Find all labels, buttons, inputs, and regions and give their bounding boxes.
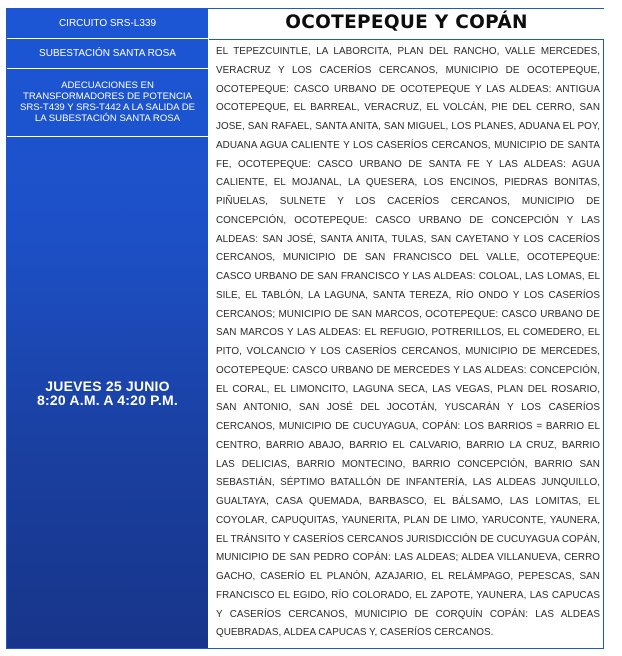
affected-areas-panel: [208, 9, 604, 648]
circuit-label: CIRCUITO SRS-L339: [7, 9, 208, 39]
region-title: OCOTEPEQUE Y COPÁN: [209, 9, 604, 40]
outage-details-panel: [7, 9, 208, 648]
schedule-block: [7, 137, 208, 648]
outage-notice-table: [6, 8, 604, 649]
schedule-time: 8:20 A.M. A 4:20 P.M.: [37, 391, 178, 408]
affected-areas-list: EL TEPEZCUINTLE, LA LABORCITA, PLAN DEL RANCHO, VALLE MERCEDES, VERACRUZ Y LOS CACERÍOS CERCANOS, MUNICIPIO DE OCOTEPEQUE, OCOTEPEQUE: CASCO URBANO DE OCOTEPEQUE Y LAS ALDEAS: ANTIGUA OCOTEPEQUE, EL BARREAL, VERACRUZ, EL VOLCÁN, PIE DEL CERRO, SAN JOSE, SAN RAFAEL, SANTA ANITA, SAN MIGUEL, LOS PLANES, ADUANA EL POY, ADUANA AGUA CALIENTE Y LOS CASERÍOS CERCANOS, MUNICIPIO DE SANTA FE, OCOTEPEQUE: CASCO URBANO DE SANTA FE Y LAS ALDEAS: AGUA CALIENTE, EL MOJANAL, LA QUESERA, LOS ENCINOS, PIEDRAS BONITAS, PIÑUELAS, SULNETE Y LOS CACERÍOS CERCANOS, MUNICIPIO DE CONCEPCIÓN, OCOTEPEQUE: CASCO URBANO DE CONCEPCIÓN Y LAS ALDEAS: SAN JOSÉ, SANTA ANITA, TULAS, SAN CAYETANO Y LOS CACERÍOS CERCANOS, MUNICIPIO DE SAN FRANCISCO DEL VALLE, OCOTEPEQUE: CASCO URBANO DE SAN FRANCISCO Y LAS ALDEAS: COLOAL, LAS LOMAS, EL SILE, EL TABLÓN, LA LAGUNA, SANTA TEREZA, RÍO ONDO Y LOS CASERÍOS CERCANOS; MUNICIPIO DE SAN MARCOS, OCOTEPEQUE: CASCO URBANO DE SAN MARCOS Y LAS ALDEAS: EL REFUGIO, POTRERILLOS, EL COMEDERO, EL PITO, VOLCANCIO Y LOS CASERÍOS CERCANOS, MUNICIPIO DE MERCEDES, OCOTEPEQUE: CASCO URBANO DE MERCEDES Y LAS ALDEAS: CONCEPCIÓN, EL CORAL, EL LIMONCITO, LAGUNA SECA, LAS VEGAS, PLAN DEL ROSARIO, SAN ANTONIO, SAN JOSÉ DEL JOCOTÁN, YUSCARÁN Y LOS CASERÍOS CERCANOS, MUNICIPIO DE CUCUYAGUA, COPÁN: LOS BARRIOS = BARRIO EL CENTRO, BARRIO ABAJO, BARRIO EL CALVARIO, BARRIO LA CRUZ, BARRIO LAS DELICIAS, BARRIO MONTECINO, BARRIO CONCEPCIÓN, BARRIO SAN SEBASTIÁN, SÉPTIMO BATALLÓN DE INFANTERÍA, LAS ALDEAS JUNQUILLO, GUALTAYA, CASA QUEMADA, BARBASCO, EL BÁLSAMO, LAS LOMITAS, EL COYOLAR, CAPUQUITAS, YAUNERITA, PLAN DE LIMO, YARUCONTE, YAUNERA, EL TRÁNSITO Y CASERÍOS CERCANOS JURISDICCIÓN DE CUCUYAGUA COPÁN, MUNICIPIO DE SAN PEDRO COPÁN: LAS ALDEAS; ALDEA VILLANUEVA, CERRO GACHO, CASERÍO EL PLANÓN, AZAJARIO, EL RELÁMPAGO, PEPESCAS, SAN FRANCISCO EL EGIDO, RÍO COLORADO, EL ZAPOTE, YAUNERA, LAS CAPUCAS Y CASERÍOS CERCANOS, MUNICIPIO DE CORQUÍN COPÁN: LAS ALDEAS QUEBRADAS, ALDEA CAPUCAS Y, CASERÍOS CERCANOS.: [216, 46, 600, 639]
work-description: ADECUACIONES EN TRANSFORMADORES DE POTENCIA SRS-T439 Y SRS-T442 A LA SALIDA DE LA SUBESTACIÓN SANTA ROSA: [7, 69, 208, 137]
substation-label: SUBESTACIÓN SANTA ROSA: [7, 39, 208, 69]
schedule-date: JUEVES 25 JUNIO: [45, 377, 170, 394]
